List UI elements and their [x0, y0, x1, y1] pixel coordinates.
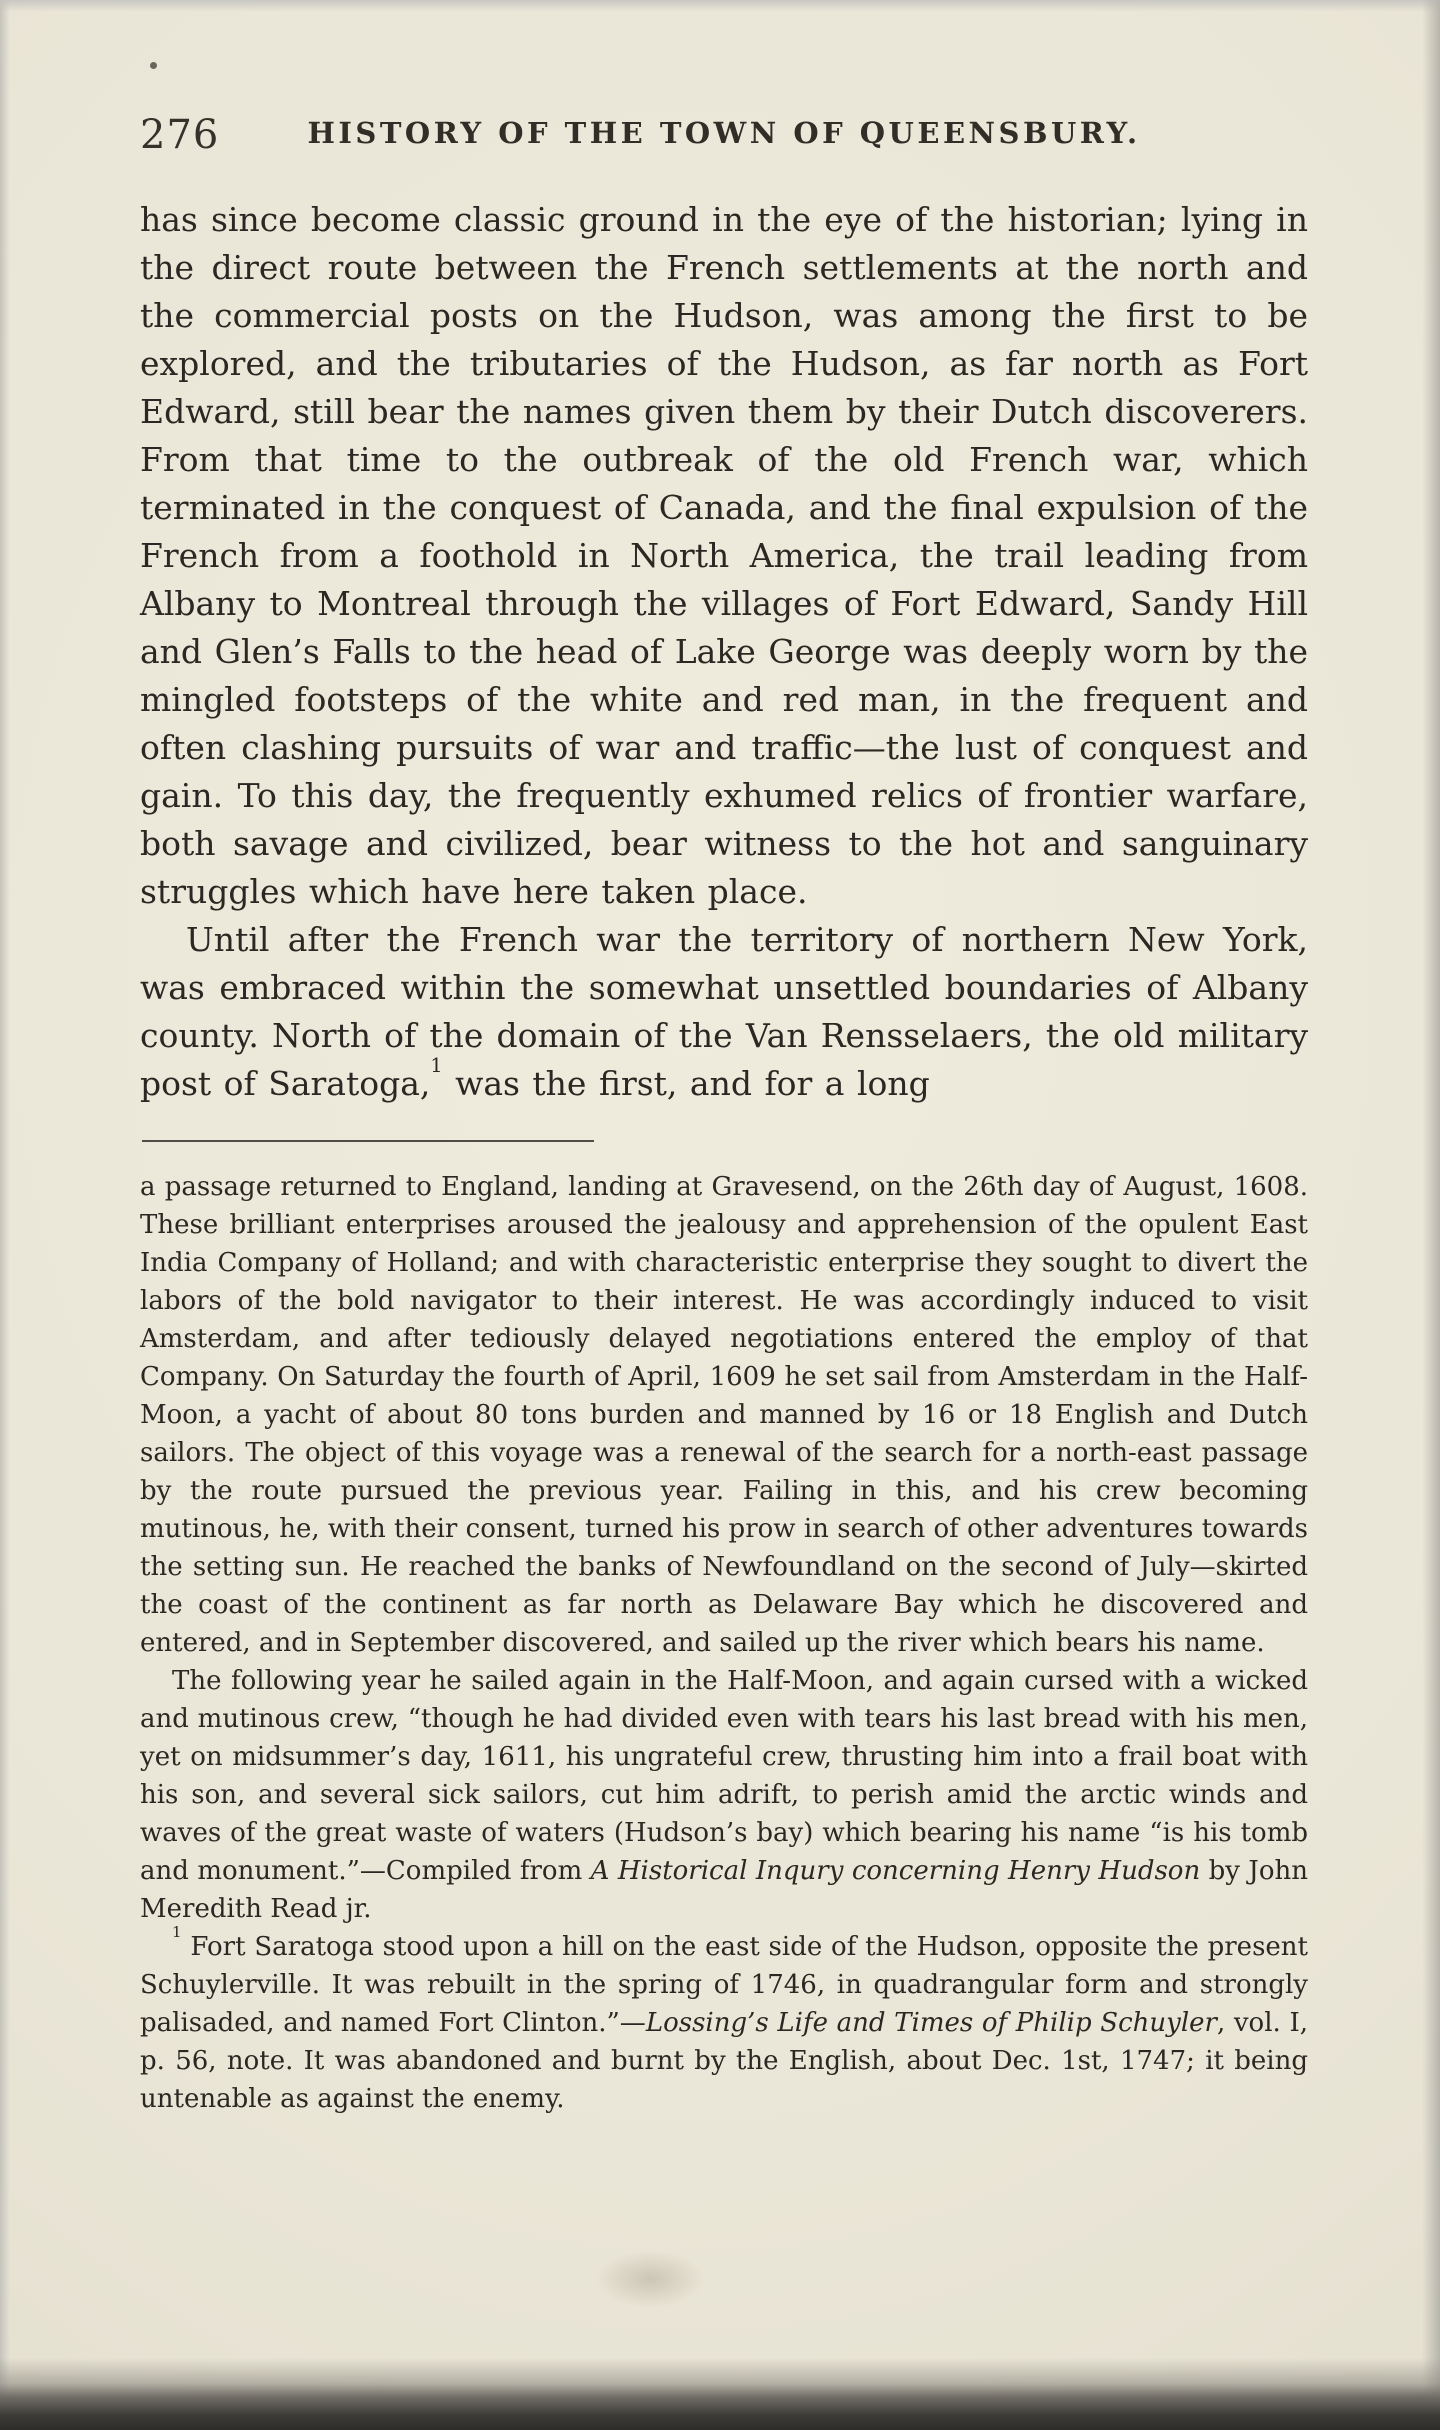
footnotes-section — [140, 1168, 1308, 2118]
running-title: HISTORY OF THE TOWN OF QUEENSBURY. — [307, 116, 1141, 150]
scan-edge-top — [0, 0, 1440, 12]
scan-edge-right — [1422, 0, 1440, 2430]
scan-edge-left — [0, 0, 10, 2430]
footnote-text: The following year he sailed again in the Half-Moon, and again cursed with a wicked and mutinous crew, “though he had divided even with tears his last bread with his men, yet on midsummer’s day, 1611, his ungrateful crew, thrusting him into a frail boat with his son, and several sick sailors, cut him adrift, to perish amid the arctic winds and waves of the great waste of waters (Hudson’s bay) which bearing his name “is his tomb and monument.”—Compiled from — [140, 1666, 1308, 1886]
body-paragraph — [140, 916, 1308, 1108]
scan-smudge — [595, 2250, 705, 2308]
footnote-paragraph — [140, 1662, 1308, 1928]
citation-title: A Historical Inqury concerning Henry Hudson — [590, 1856, 1201, 1886]
footnote-separator-rule — [142, 1140, 594, 1142]
footnote-reference: 1 — [430, 1054, 443, 1078]
footnote-paragraph: a passage returned to England, landing at Gravesend, on the 26th day of August, 1608. These brilliant enterprises aroused the jealousy and apprehension of the opulent East India Company of Holland; and with characteristic enterprise they sought to divert the labors of the bold navigator to their interest. He was accordingly induced to visit Amsterdam, and after tediously delayed negotiations entered the employ of that Company. On Saturday the fourth of April, 1609 he set sail from Amsterdam in the Half-Moon, a yacht of about 80 tons burden and manned by 16 or 18 English and Dutch sailors. The object of this voyage was a renewal of the search for a north-east passage by the route pursued the previous year. Failing in this, and his crew becoming mutinous, he, with their consent, turned his prow in search of other adventures towards the setting sun. He reached the banks of Newfoundland on the second of July—skirted the coast of the continent as far north as Delaware Bay which he discovered and entered, and in September discovered, and sailed up the river which bears his name. — [140, 1172, 1308, 1658]
paragraph-text: was the first, and for a long — [442, 1064, 930, 1103]
body-text — [140, 196, 1308, 1108]
page-header — [140, 100, 1308, 162]
page-number: 276 — [140, 112, 220, 158]
body-paragraph: has since become classic ground in the eye of the historian; lying in the direct route between the French settlements at the north and the commercial posts on the Hudson, was among the first to be explored, and the tributaries of the Hudson, as far north as Fort Edward, still bear the names given them by their Dutch discoverers. From that time to the outbreak of the old French war, which terminated in the conquest of Canada, and the final expulsion of the French from a foothold in North America, the trail leading from Albany to Montreal through the villages of Fort Edward, Sandy Hill and Glen’s Falls to the head of Lake George was deeply worn by the mingled footsteps of the white and red man, in the frequent and often clashing pursuits of war and traffic—the lust of conquest and gain. To this day, the frequently exhumed relics of frontier warfare, both savage and civilized, bear witness to the hot and sanguinary struggles which have here taken place. — [140, 200, 1308, 911]
footnote-text: , vol. I, p. 56, note. It was abandoned and burnt by the English, about Dec. 1st, 1747; it being untenable as against the enemy. — [140, 2008, 1308, 2114]
citation-title: Lossing’s Life and Times of Philip Schuyler — [645, 2008, 1217, 2038]
footnote-text: Fort Saratoga stood upon a hill on the east side of the Hudson, opposite the present Schuylerville. It was rebuilt in the spring of 1746, in quadrangular form and strongly palisaded, and named Fort Clinton.”— — [140, 1932, 1308, 2038]
scan-edge-bottom — [0, 2358, 1440, 2430]
footnote-paragraph — [140, 1923, 1308, 2118]
paragraph-text: Until after the French war the territory of northern New York, was embraced within the somewhat unsettled boundaries of Albany county. North of the domain of the Van Rensselaers, the old military post of Saratoga, — [140, 920, 1308, 1103]
footnote-marker: 1 — [172, 1923, 182, 1942]
footnote-text: by John Meredith Read jr. — [140, 1856, 1308, 1924]
